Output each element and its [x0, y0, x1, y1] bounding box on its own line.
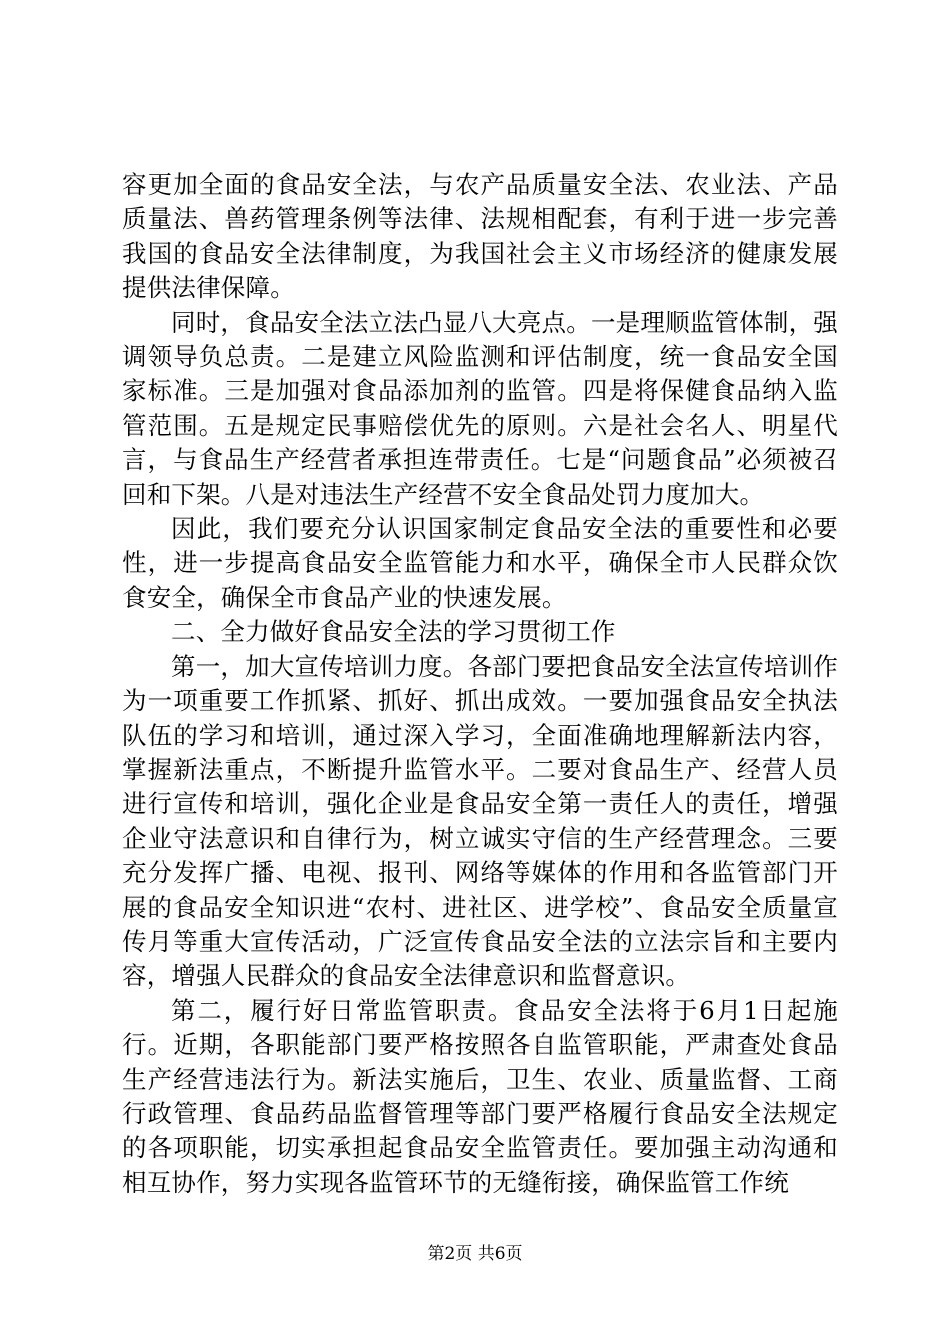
page-number-footer: 第2页 共6页	[427, 1244, 523, 1264]
paragraph-highlights: 同时，食品安全法立法凸显八大亮点。一是理顺监管体制，强调领导负总责。二是建立风险监测和评估制度，统一食品安全国家标准。三是加强对食品添加剂的监管。四是将保健食品纳入监管范围。五是规定民事赔偿优先的原则。六是社会名人、明星代言，与食品生产经营者承担连带责任。七是“问题食品”必须被召回和下架。八是对违法生产经营不安全食品处罚力度加大。	[122, 307, 838, 509]
paragraph-continuation: 容更加全面的食品安全法，与农产品质量安全法、农业法、产品质量法、兽药管理条例等法律、法规相配套，有利于进一步完善我国的食品安全法律制度，为我国社会主义市场经济的健康发展提供法律保障。	[122, 170, 838, 303]
paragraph-training: 第一，加大宣传培训力度。各部门要把食品安全法宣传培训作为一项重要工作抓紧、抓好、抓出成效。一要加强食品安全执法队伍的学习和培训，通过深入学习，全面准确地理解新法内容，掌握新法重点，不断提升监管水平。二要对食品生产、经营人员进行宣传和培训，强化企业是食品安全第一责任人的责任，增强企业守法意识和自律行为，树立诚实守信的生产经营理念。三要充分发挥广播、电视、报刊、网络等媒体的作用和各监管部门开展的食品安全知识进“农村、进社区、进学校”、食品安全质量宣传月等重大宣传活动，广泛宣传食品安全法的立法宗旨和主要内容，增强人民群众的食品安全法律意识和监督意识。	[122, 651, 838, 991]
paragraph-importance: 因此，我们要充分认识国家制定食品安全法的重要性和必要性，进一步提高食品安全监管能力和水平，确保全市人民群众饮食安全，确保全市食品产业的快速发展。	[122, 514, 838, 612]
document-body	[122, 168, 838, 1200]
section-heading: 二、全力做好食品安全法的学习贯彻工作	[171, 617, 616, 647]
paragraph-supervision: 第二，履行好日常监管职责。食品安全法将于6月1日起施行。近期，各职能部门要严格按照各自监管职能，严肃查处食品生产经营违法行为。新法实施后，卫生、农业、质量监督、工商行政管理、食品药品监督管理等部门要严格履行食品安全法规定的各项职能，切实承担起食品安全监管责任。要加强主动沟通和相互协作，努力实现各监管环节的无缝衔接，确保监管工作统	[122, 995, 838, 1197]
